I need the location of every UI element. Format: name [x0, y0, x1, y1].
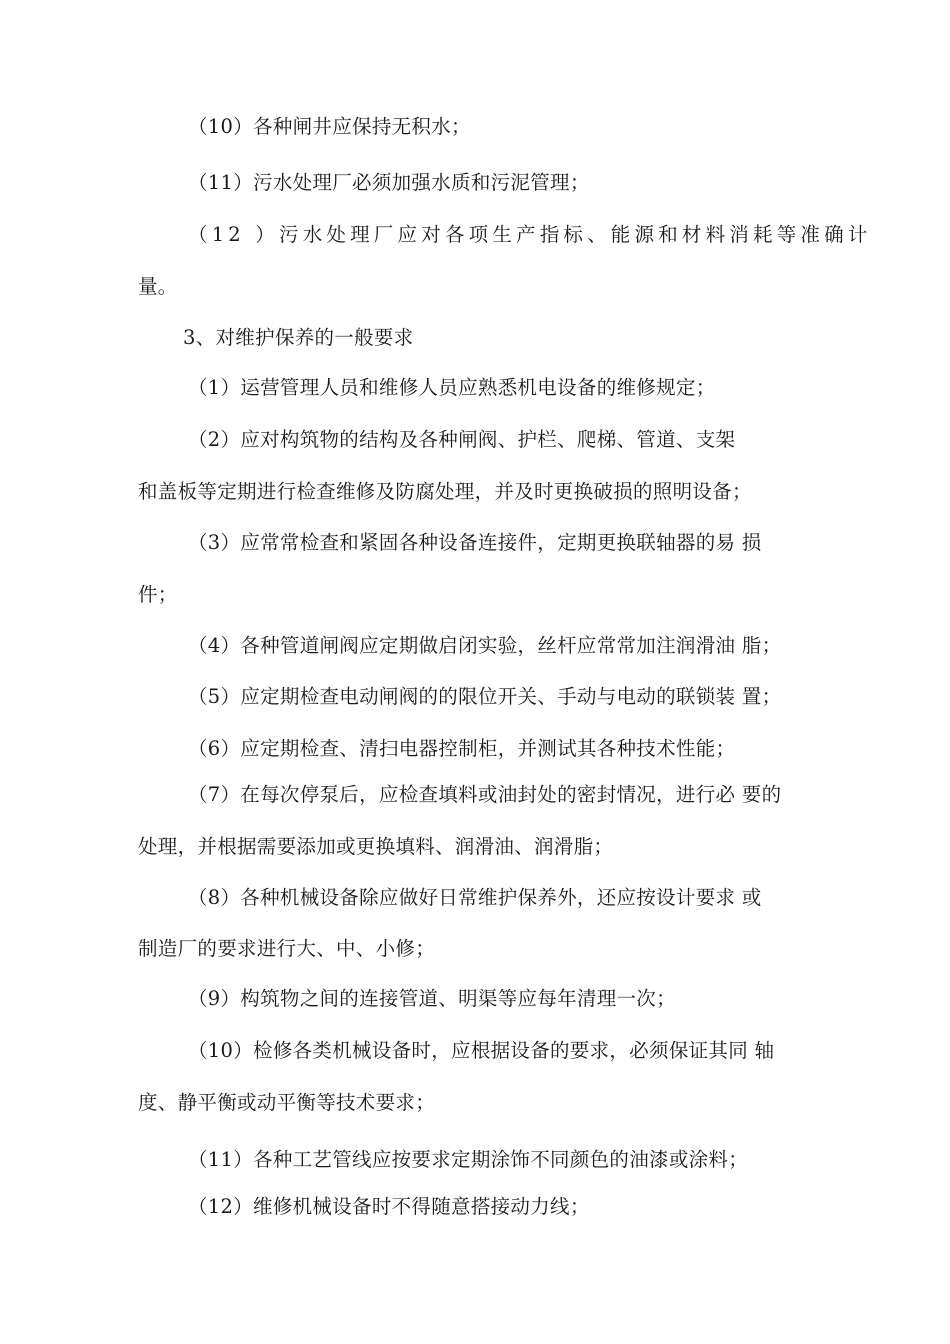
paragraph-line-21: （11）各种工艺管线应按要求定期涂饰不同颜色的油漆或涂料；	[188, 1148, 749, 1171]
paragraph-line-6: （1）运营管理人员和维修人员应熟悉机电设备的维修规定；	[188, 376, 716, 399]
paragraph-line-14: （7）在每次停泵后，应检查填料或油封处的密封情况，进行必 要的	[188, 783, 782, 806]
paragraph-line-9: （3）应常常检查和紧固各种设备连接件，定期更换联轴器的易 损	[188, 531, 762, 554]
paragraph-line-8: 和盖板等定期进行检查维修及防腐处理，并及时更换破损的照明设备；	[138, 480, 752, 503]
paragraph-line-19: （10）检修各类机械设备时，应根据设备的要求，必须保证其同 轴	[188, 1039, 775, 1062]
paragraph-line-12: （5）应定期检查电动闸阀的的限位开关、手动与电动的联锁装 置；	[188, 685, 782, 708]
paragraph-line-10: 件；	[138, 583, 178, 606]
paragraph-line-15: 处理，并根据需要添加或更换填料、润滑油、润滑脂；	[138, 835, 614, 858]
paragraph-line-1: （10）各种闸井应保持无积水；	[188, 115, 471, 138]
paragraph-line-22: （12）维修机械设备时不得随意搭接动力线；	[188, 1195, 590, 1218]
paragraph-line-7: （2）应对构筑物的结构及各种闸阀、护栏、爬梯、管道、支架	[188, 428, 736, 451]
paragraph-line-4: 量。	[138, 275, 178, 298]
paragraph-line-11: （4）各种管道闸阀应定期做启闭实验，丝杆应常常加注润滑油 脂；	[188, 634, 782, 657]
section-heading: 3、对维护保养的一般要求	[183, 326, 414, 349]
paragraph-line-17: 制造厂的要求进行大、中、小修；	[138, 937, 436, 960]
paragraph-line-13: （6）应定期检查、清扫电器控制柜，并测试其各种技术性能；	[188, 737, 736, 760]
paragraph-line-18: （9）构筑物之间的连接管道、明渠等应每年清理一次；	[188, 987, 676, 1010]
paragraph-line-2: （11）污水处理厂必须加强水质和污泥管理；	[188, 171, 590, 194]
paragraph-line-16: （8）各种机械设备除应做好日常维护保养外，还应按设计要求 或	[188, 886, 762, 909]
paragraph-line-3: （12 ）污水处理厂应对各项生产指标、能源和材料消耗等准确计	[188, 223, 872, 246]
paragraph-line-20: 度、静平衡或动平衡等技术要求；	[138, 1091, 436, 1114]
